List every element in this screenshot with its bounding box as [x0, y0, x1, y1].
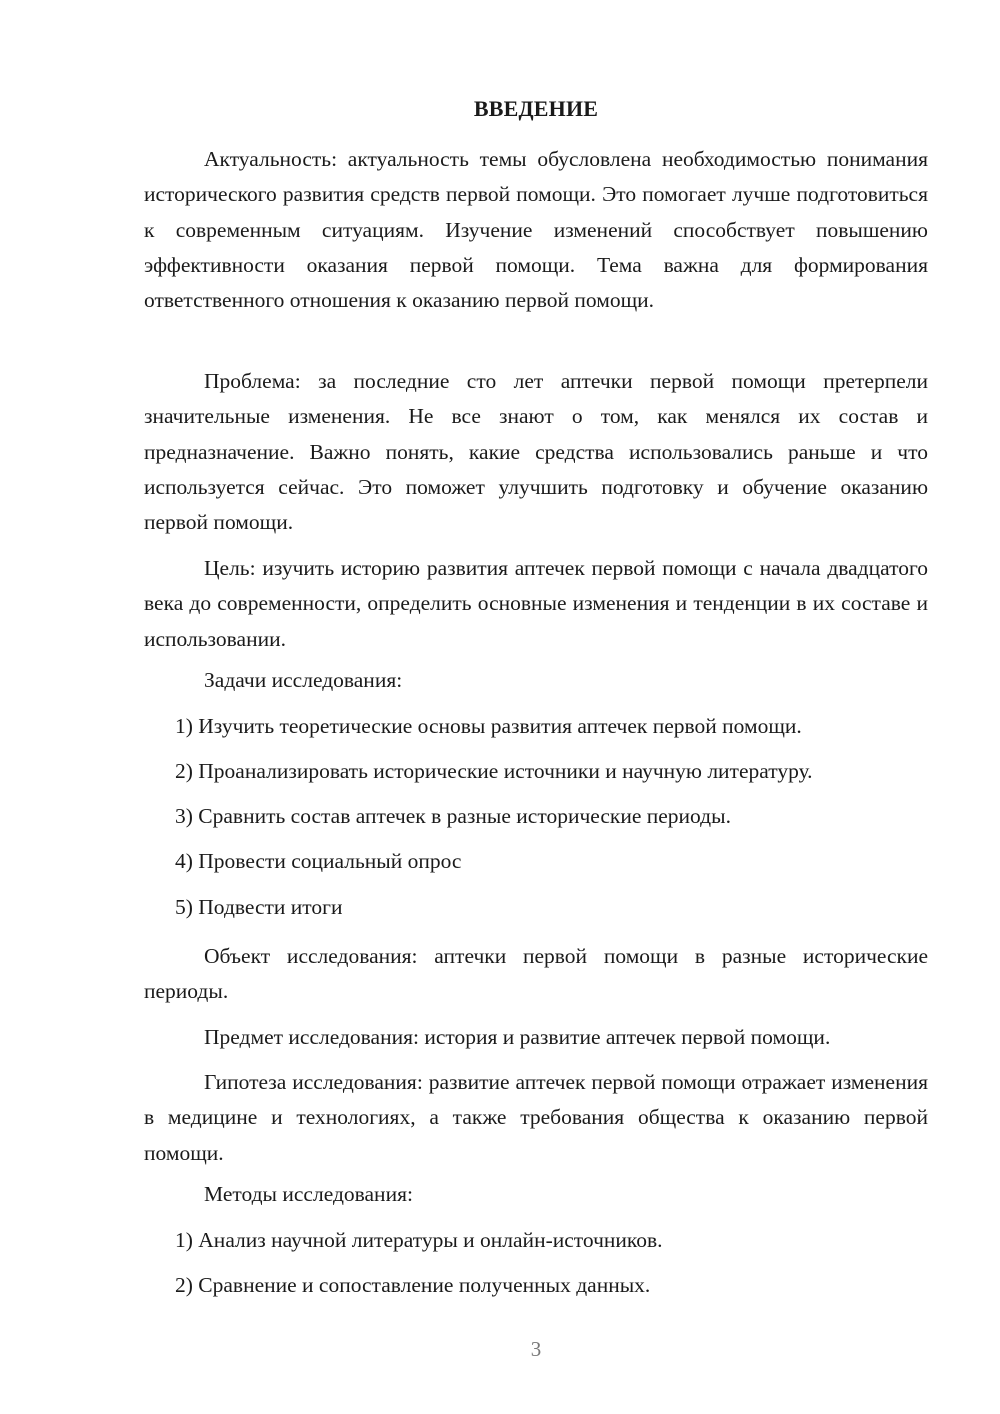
method-item-1: 1) Анализ научной литературы и онлайн-источников. [175, 1228, 663, 1252]
paragraph-hypothesis: Гипотеза исследования: развитие аптечек первой помощи отражает изменения в медицине и технологиях, а также требования общества к оказанию первой помощи. [144, 1070, 928, 1165]
paragraph-problem: Проблема: за последние сто лет аптечки первой помощи претерпели значительные изменения. Не все знают о том, как менялся их состав и предназначение. Важно понять, какие средства использовались раньше и что используется сейчас. Это поможет улучшить подготовку и обучение оказанию первой помощи. [144, 369, 928, 535]
paragraph-relevance: Актуальность: актуальность темы обусловлена необходимостью понимания исторического развития средств первой помощи. Это помогает лучше подготовиться к современным ситуациям. Изучение изменений способствует повышению эффективности оказания первой помощи. Тема важна для формирования ответственного отношения к оказанию первой помощи. [144, 147, 928, 313]
task-item-2: 2) Проанализировать исторические источники и научную литературу. [175, 759, 813, 783]
task-item-4: 4) Провести социальный опрос [175, 849, 462, 873]
page-title: ВВЕДЕНИЕ [473, 96, 599, 121]
paragraph-object: Объект исследования: аптечки первой помощи в разные исторические периоды. [144, 944, 928, 1004]
task-item-3: 3) Сравнить состав аптечек в разные исторические периоды. [175, 804, 731, 828]
task-item-5: 5) Подвести итоги [175, 895, 343, 919]
page-number: 3 [530, 1337, 542, 1361]
methods-label: Методы исследования: [204, 1182, 413, 1206]
tasks-label: Задачи исследования: [204, 668, 403, 692]
paragraph-goal: Цель: изучить историю развития аптечек первой помощи с начала двадцатого века до современности, определить основные изменения и тенденции в их составе и использовании. [144, 556, 928, 651]
task-item-1: 1) Изучить теоретические основы развития аптечек первой помощи. [175, 714, 802, 738]
paragraph-subject: Предмет исследования: история и развитие аптечек первой помощи. [204, 1025, 831, 1049]
method-item-2: 2) Сравнение и сопоставление полученных данных. [175, 1273, 651, 1297]
